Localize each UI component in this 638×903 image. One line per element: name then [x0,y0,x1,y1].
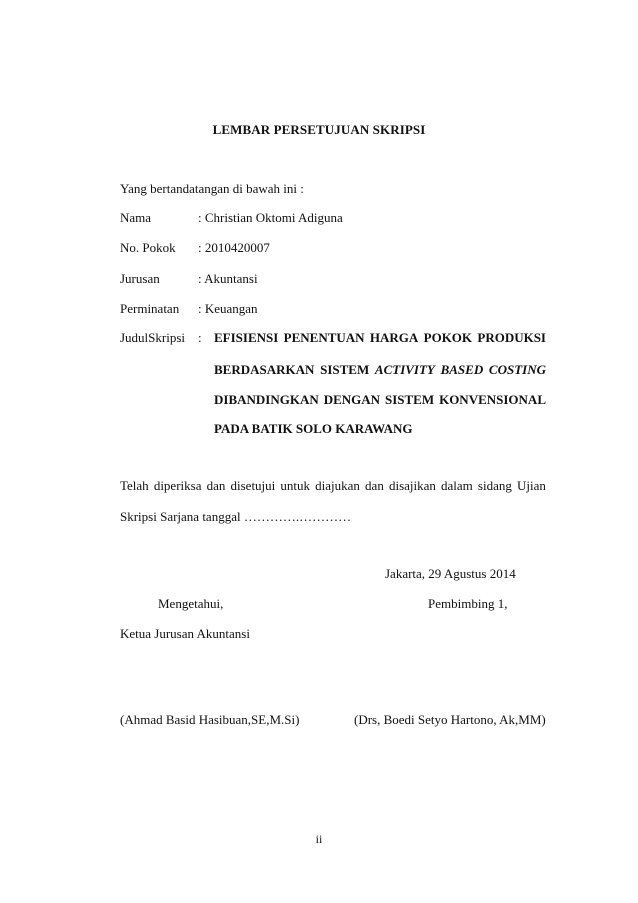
paragraph-word: sidang [477,478,512,493]
paragraph-word: Ujian [516,478,546,493]
judul-word: PRODUKSI [477,330,546,345]
paragraph-word: dalam [441,478,473,493]
judul-word: KONVENSIONAL [439,392,546,407]
field-value-nama: : Christian Oktomi Adiguna [198,210,343,225]
paragraph-word: dan [206,478,226,493]
judul-word: POKOK [423,330,473,345]
judul-line-2 [214,362,546,378]
ketua-jurusan-label: Ketua Jurusan Akuntansi [120,626,250,641]
paragraph-word: Telah [120,478,149,493]
judul-line-1 [214,330,546,346]
judul-word: EFISIENSI [214,330,279,345]
field-value-perminatan: : Keuangan [198,301,258,316]
intro-text: Yang bertandatangan di bawah ini : [120,181,304,196]
pembimbing-label: Pembimbing 1, [428,596,508,611]
judul-line-4: PADA BATIK SOLO KARAWANG [214,421,413,436]
paragraph-word: diajukan [315,478,360,493]
paragraph-word: untuk [280,478,311,493]
field-label-judul: JudulSkripsi [120,330,186,345]
field-label-no-pokok: No. Pokok [120,240,176,255]
page-number: ii [315,832,323,846]
paragraph-word: dan [365,478,384,493]
paragraph-line-2: Skripsi Sarjana tanggal ………….………… [120,509,352,524]
paragraph-word: diperiksa [153,478,202,493]
field-label-perminatan: Perminatan [120,301,180,316]
judul-word: BERDASARKAN [214,362,315,377]
field-label-nama: Nama [120,210,152,225]
field-value-jurusan: : Akuntansi [198,271,258,286]
field-label-jurusan: Jurusan [120,271,160,286]
judul-word: SISTEM [384,392,435,407]
judul-word-italic: ACTIVITY [374,362,435,377]
signatory-left: (Ahmad Basid Hasibuan,SE,M.Si) [120,712,300,727]
document-title: LEMBAR PERSETUJUAN SKRIPSI [212,122,426,137]
judul-word: HARGA [369,330,419,345]
field-colon-judul: : [198,330,202,345]
judul-word-italic: BASED [440,362,484,377]
signatory-right: (Drs, Boedi Setyo Hartono, Ak,MM) [354,712,546,727]
paragraph-word: disajikan [388,478,436,493]
mengetahui-label: Mengetahui, [158,596,224,611]
judul-line-3 [214,392,546,408]
judul-word: SISTEM [320,362,370,377]
judul-word: PENENTUAN [283,330,365,345]
place-date: Jakarta, 29 Agustus 2014 [385,566,516,581]
field-value-no-pokok: : 2010420007 [198,240,270,255]
judul-word: DENGAN [323,392,381,407]
paragraph-line-1 [120,478,546,494]
paragraph-word: disetujui [230,478,276,493]
judul-word: DIBANDINGKAN [214,392,319,407]
judul-word-italic: COSTING [488,362,546,377]
